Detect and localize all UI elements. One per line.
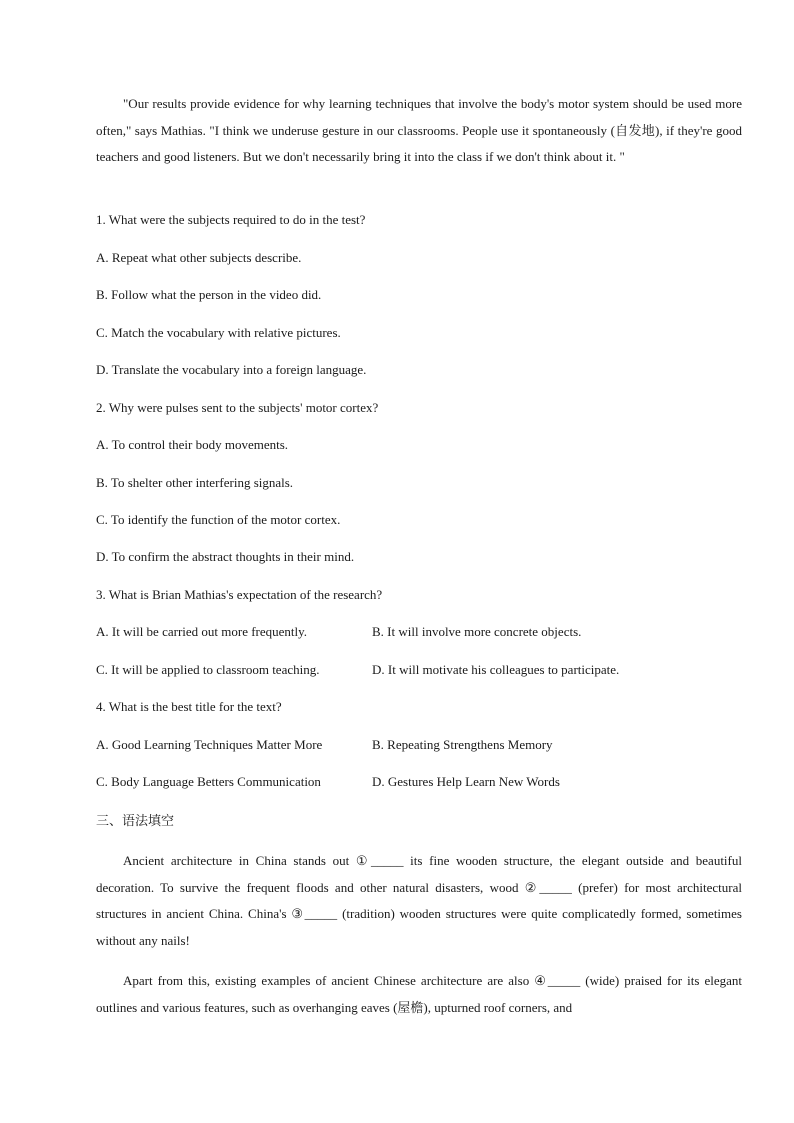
question-3-option-c: C. It will be applied to classroom teaching. [96, 662, 320, 677]
question-2-option-a: A. To control their body movements. [96, 437, 289, 452]
question-2-stem: 2. Why were pulses sent to the subjects' motor cortex? [96, 400, 379, 415]
question-3-stem: 3. What is Brian Mathias's expectation of the research? [96, 587, 383, 602]
question-4-option-d: D. Gestures Help Learn New Words [372, 774, 560, 789]
question-2-option-c: C. To identify the function of the motor cortex. [96, 512, 341, 527]
question-4-option-b: B. Repeating Strengthens Memory [372, 737, 553, 752]
question-2-option-b: B. To shelter other interfering signals. [96, 475, 294, 490]
question-2-option-d: D. To confirm the abstract thoughts in their mind. [96, 549, 355, 564]
question-1-stem: 1. What were the subjects required to do in the test? [96, 212, 366, 227]
question-1-option-c: C. Match the vocabulary with relative pictures. [96, 325, 341, 340]
question-3-option-b: B. It will involve more concrete objects. [372, 624, 582, 639]
grammar-paragraph-1: Ancient architecture in China stands out ①_____ its fine wooden structure, the elegant outside and beautiful decoration. To survive the frequent floods and other natural disasters, wood ②_____ (prefer) for most architectural structures in ancient China. China's ③_____ (tradition) wooden structures were quite complicatedly formed, sometimes without any nails! [96, 853, 742, 948]
intro-paragraph: "Our results provide evidence for why learning techniques that involve the body's motor system should be used more often," says Mathias. "I think we underuse gesture in our classrooms. People use it spontaneously (自发地), if they're good teachers and good listeners. But we don't necessarily bring it into the class if we don't think about it. " [96, 96, 742, 164]
question-1-option-d: D. Translate the vocabulary into a foreign language. [96, 362, 367, 377]
question-1-option-b: B. Follow what the person in the video did. [96, 287, 322, 302]
question-3-option-d: D. It will motivate his colleagues to participate. [372, 662, 620, 677]
question-1-option-a: A. Repeat what other subjects describe. [96, 250, 302, 265]
question-4-option-a: A. Good Learning Techniques Matter More [96, 737, 323, 752]
section-heading: 三、语法填空 [96, 814, 175, 829]
question-3-option-a: A. It will be carried out more frequently. [96, 624, 308, 639]
question-4-option-c: C. Body Language Betters Communication [96, 774, 321, 789]
grammar-paragraph-2: Apart from this, existing examples of ancient Chinese architecture are also ④_____ (wide) praised for its elegant outlines and various features, such as overhanging eaves (屋檐), upturned roof corners, and [96, 973, 742, 1015]
question-4-stem: 4. What is the best title for the text? [96, 699, 282, 714]
